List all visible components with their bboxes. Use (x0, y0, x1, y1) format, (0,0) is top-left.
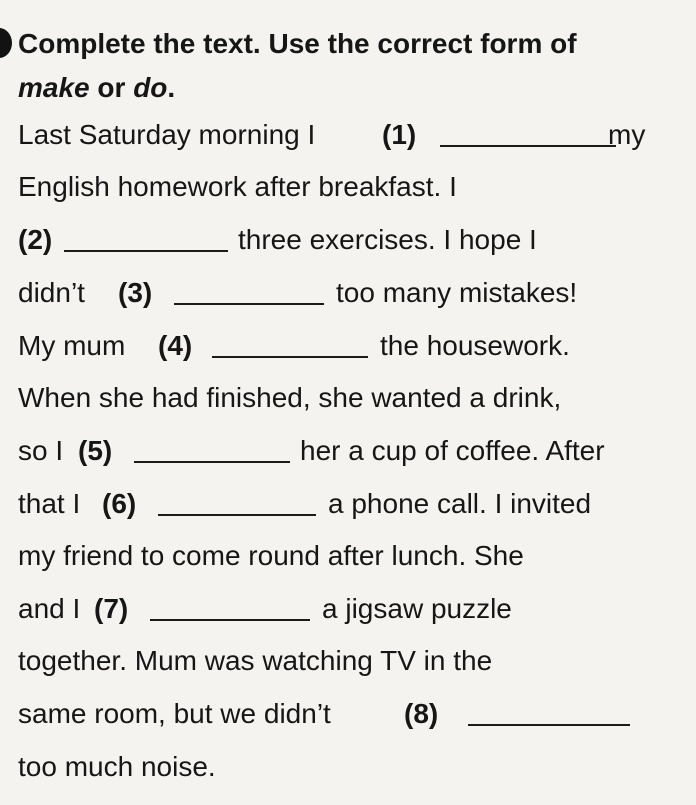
instruction-or: or (97, 72, 126, 103)
line-1-text-b: my (608, 119, 646, 150)
text-line-3 (18, 220, 688, 260)
line-2-text: English homework after breakfast. I (18, 171, 457, 202)
line-5-text-a: My mum (18, 330, 126, 361)
text-line-12 (18, 694, 688, 734)
line-3-text: three exercises. I hope I (238, 224, 537, 255)
blank-3 (174, 303, 324, 305)
text-line-6 (18, 378, 688, 418)
blank-2 (64, 250, 228, 252)
instruction-dot: . (167, 72, 176, 103)
line-9-text: my friend to come round after lunch. She (18, 540, 524, 571)
text-line-2 (18, 167, 688, 207)
blank-5 (134, 461, 290, 463)
line-7-text-a: so I (18, 435, 64, 466)
exercise-instruction (18, 22, 688, 110)
instruction-make: make (18, 72, 90, 103)
line-13-text: too much noise. (18, 751, 216, 782)
text-line-1 (18, 115, 688, 155)
line-10-text-b: a jigsaw puzzle (322, 593, 512, 624)
text-line-9 (18, 536, 688, 576)
line-1-text-a: Last Saturday morning I (18, 119, 316, 150)
line-11-text: together. Mum was watching TV in the (18, 645, 493, 676)
blank-8 (468, 724, 630, 726)
line-5-text-b: the housework. (380, 330, 570, 361)
gap-number-5: (5) (78, 435, 113, 466)
text-line-4 (18, 273, 688, 313)
blank-1 (440, 145, 616, 147)
text-line-5 (18, 326, 688, 366)
gap-number-6: (6) (102, 488, 137, 519)
exercise-bullet (0, 28, 12, 58)
instruction-do: do (133, 72, 168, 103)
gap-number-4: (4) (158, 330, 193, 361)
gap-number-2: (2) (18, 224, 53, 255)
gap-number-1: (1) (382, 119, 417, 150)
instruction-text: Complete the text. Use the correct form of (18, 28, 577, 59)
line-10-text-a: and I (18, 593, 81, 624)
line-7-text-b: her a cup of coffee. After (300, 435, 605, 466)
line-6-text: When she had finished, she wanted a drink, (18, 382, 562, 413)
text-line-13 (18, 747, 688, 787)
text-line-7 (18, 431, 688, 471)
blank-6 (158, 514, 316, 516)
line-4-text-a: didn’t (18, 277, 85, 308)
line-4-text-b: too many mistakes! (336, 277, 578, 308)
line-12-text: same room, but we didn’t (18, 698, 331, 729)
text-line-11 (18, 641, 688, 681)
line-8-text-a: that I (18, 488, 81, 519)
blank-7 (150, 619, 310, 621)
gap-number-8: (8) (404, 698, 439, 729)
gap-number-3: (3) (118, 277, 153, 308)
gap-number-7: (7) (94, 593, 129, 624)
blank-4 (212, 356, 368, 358)
text-line-8 (18, 484, 688, 524)
text-line-10 (18, 589, 688, 629)
line-8-text-b: a phone call. I invited (328, 488, 592, 519)
